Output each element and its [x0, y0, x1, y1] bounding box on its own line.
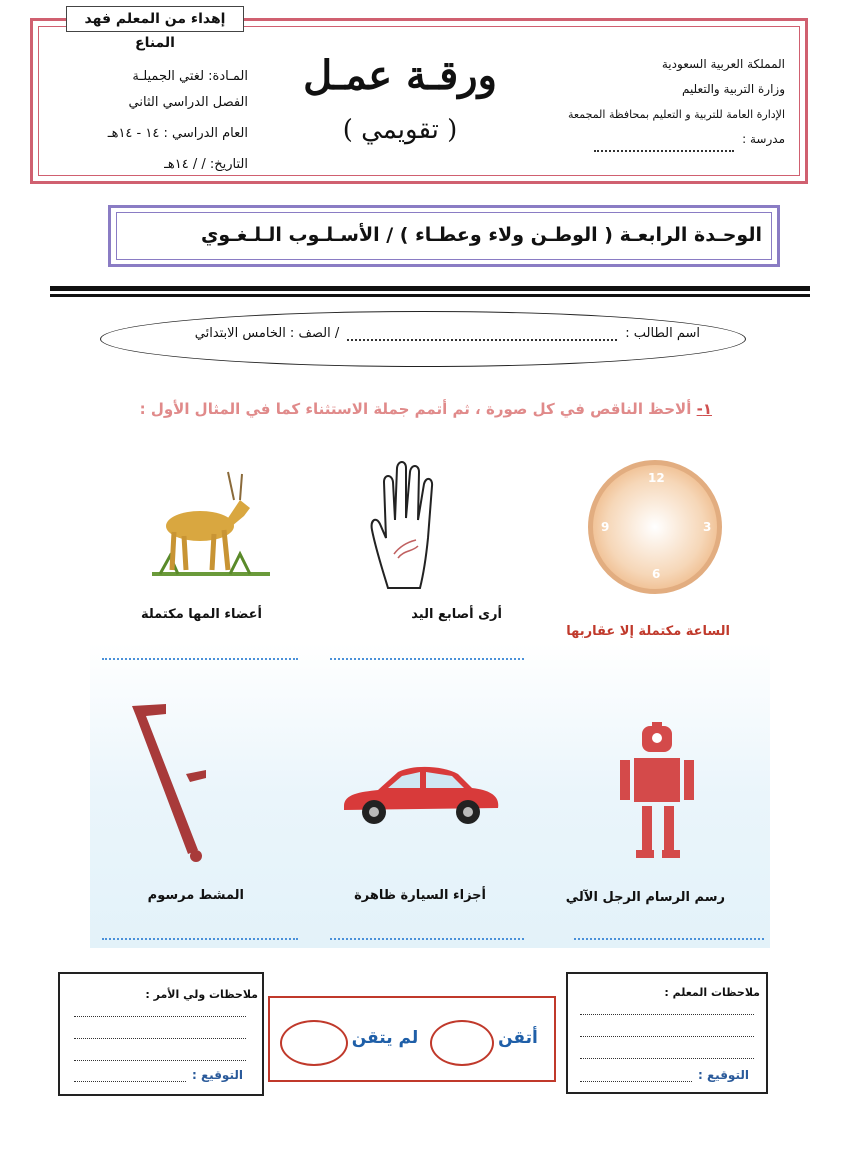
caption-comb: المشط مرسوم — [147, 888, 244, 903]
car-icon — [340, 758, 502, 828]
student-name-label: اسم الطالب : — [625, 326, 700, 341]
directorate-label: الإدارة العامة للتربية و التعليم بمحافظة المجمعة — [568, 108, 785, 121]
parent-notes-label: ملاحظات ولي الأمر : — [145, 988, 258, 1001]
dedication-text: إهداء من المعلم فهد المناع — [84, 11, 226, 51]
parent-signature-row — [74, 1068, 258, 1082]
school-field[interactable] — [594, 136, 734, 152]
not-mastered-label: لم يتقن — [351, 1028, 419, 1048]
worksheet-subtitle: ( تقويمي ) — [342, 115, 458, 145]
separator-top — [50, 286, 810, 291]
country-label: المملكة العربية السعودية — [661, 57, 785, 71]
ministry-label: وزارة التربية والتعليم — [681, 82, 785, 96]
not-mastered-circle[interactable] — [280, 1020, 348, 1066]
clock-number-12: 12 — [648, 471, 665, 485]
teacher-signature-label: التوقيع : — [698, 1068, 749, 1082]
answer-line-hand[interactable] — [330, 656, 524, 660]
oryx-icon — [150, 470, 272, 580]
caption-clock: الساعة مكتملة إلا عقاربها — [566, 624, 730, 639]
caption-car: أجزاء السيارة ظاهرة — [354, 888, 486, 903]
answer-line-oryx[interactable] — [102, 656, 298, 660]
teacher-notes-label: ملاحظات المعلم : — [664, 986, 760, 999]
instruction-number: ١- — [696, 400, 712, 418]
hand-icon — [368, 458, 440, 594]
mastered-label: أتقن — [498, 1028, 538, 1048]
parent-signature-field[interactable] — [74, 1071, 186, 1082]
grade-label: / الصف : الخامس الابتدائي — [194, 326, 340, 341]
header-left-block — [48, 62, 248, 179]
school-row — [530, 127, 785, 152]
date-label: التاريخ: / / ١٤هـ — [164, 157, 248, 172]
teacher-notes-line-3[interactable] — [580, 1056, 754, 1059]
clock-number-9: 9 — [601, 520, 610, 534]
answer-line-car[interactable] — [330, 936, 524, 940]
unit-title: الوحـدة الرابعـة ( الوطـن ولاء وعطـاء ) / الأسـلـوب الـلـغـوي — [200, 224, 762, 246]
parent-signature-label: التوقيع : — [192, 1068, 243, 1082]
clock-number-3: 3 — [703, 520, 712, 534]
semester-label: الفصل الدراسي الثاني — [128, 95, 248, 110]
parent-notes-line-2[interactable] — [74, 1036, 246, 1039]
instruction-text: ألاحظ الناقص في كل صورة ، ثم أتمم جملة الاستثناء كما في المثال الأول : — [139, 400, 692, 418]
separator-bottom — [50, 294, 810, 297]
clock-icon — [588, 460, 722, 594]
teacher-notes-box — [566, 972, 768, 1094]
worksheet-title: ورقـة عمـل — [303, 52, 497, 99]
answer-line-comb[interactable] — [102, 936, 298, 940]
header-right-block — [530, 52, 785, 152]
teacher-notes-line-1[interactable] — [580, 1012, 754, 1015]
mastered-circle[interactable] — [430, 1020, 494, 1066]
parent-notes-box — [58, 972, 264, 1096]
comb-icon — [126, 700, 226, 864]
teacher-signature-field[interactable] — [580, 1071, 692, 1082]
caption-robot: رسم الرسام الرجل الآلي — [565, 890, 725, 905]
mastery-box — [268, 996, 556, 1082]
answer-line-robot[interactable] — [574, 936, 764, 940]
teacher-signature-row — [580, 1068, 764, 1082]
subject-label: المـادة: لغتي الجميلـة — [132, 69, 248, 84]
clock-number-6: 6 — [652, 567, 661, 581]
instruction-row — [110, 400, 712, 418]
caption-hand: أرى أصابع اليد — [411, 607, 502, 622]
parent-notes-line-3[interactable] — [74, 1058, 246, 1061]
dedication-box — [66, 6, 244, 51]
robot-icon — [612, 722, 702, 862]
student-info-row — [140, 326, 700, 341]
parent-notes-line-1[interactable] — [74, 1014, 246, 1017]
student-name-field[interactable] — [347, 326, 617, 341]
teacher-notes-line-2[interactable] — [580, 1034, 754, 1037]
school-label: مدرسة : — [742, 132, 785, 146]
caption-oryx: أعضاء المها مكتملة — [140, 607, 262, 622]
year-label: العام الدراسي : ١٤ - ١٤هـ — [107, 126, 248, 141]
